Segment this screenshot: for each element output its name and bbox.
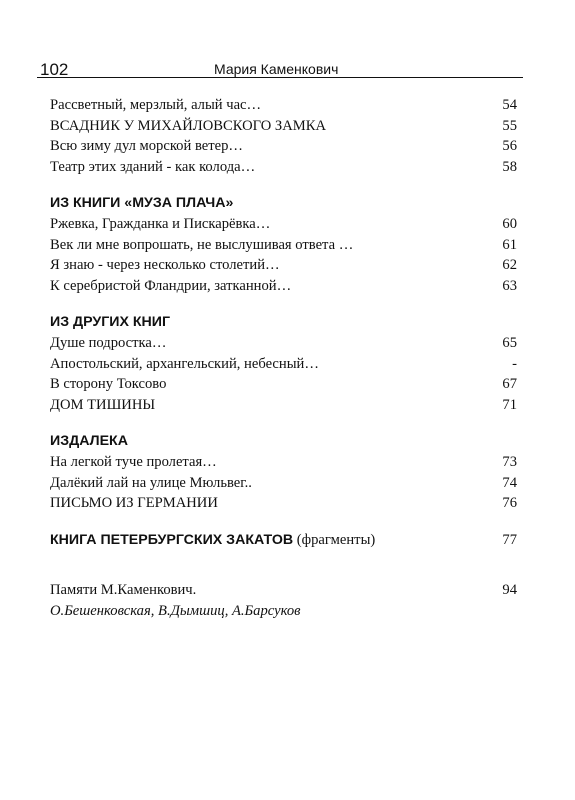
toc-entry bbox=[50, 136, 517, 157]
toc-entry bbox=[50, 452, 517, 473]
toc-entry bbox=[50, 473, 517, 494]
toc-entry-page: 65 bbox=[502, 334, 517, 351]
section-heading: КНИГА ПЕТЕРБУРГСКИХ ЗАКАТОВ bbox=[50, 531, 294, 548]
page-header bbox=[40, 58, 522, 78]
toc-entry-page: 76 bbox=[502, 495, 517, 512]
toc-entry bbox=[50, 374, 517, 395]
toc-entry-section bbox=[50, 530, 517, 551]
table-of-contents bbox=[50, 95, 517, 621]
toc-entry-title: ВСАДНИК У МИХАЙЛОВСКОГО ЗАМКА bbox=[50, 117, 326, 134]
toc-entry-page: 94 bbox=[502, 582, 517, 599]
header-rule bbox=[37, 77, 523, 78]
toc-entry-title: ПИСЬМО ИЗ ГЕРМАНИИ bbox=[50, 495, 218, 512]
toc-entry-page: 61 bbox=[502, 236, 517, 253]
toc-entry-title: Ржевка, Гражданка и Пискарёвка… bbox=[50, 215, 271, 232]
toc-entry-page: 71 bbox=[502, 396, 517, 413]
toc-entry bbox=[50, 580, 517, 601]
toc-entry-title: Театр этих зданий - как колода… bbox=[50, 158, 256, 175]
toc-entry-title: К серебристой Фландрии, затканной… bbox=[50, 277, 292, 294]
toc-entry-title: Апостольский, архангельский, небесный… bbox=[50, 355, 319, 372]
toc-entry-page: 55 bbox=[502, 117, 517, 134]
toc-entry-page: 74 bbox=[502, 474, 517, 491]
toc-entry-title: Я знаю - через несколько столетий… bbox=[50, 257, 280, 274]
toc-entry bbox=[50, 255, 517, 276]
toc-entry bbox=[50, 235, 517, 256]
toc-entry-title: В сторону Токсово bbox=[50, 376, 167, 393]
toc-entry bbox=[50, 395, 517, 416]
toc-entry-page: 60 bbox=[502, 215, 517, 232]
toc-entry-title: Душе подростка… bbox=[50, 334, 167, 351]
toc-entry-page: 56 bbox=[502, 138, 517, 155]
toc-entry-title: На легкой туче пролетая… bbox=[50, 453, 217, 470]
toc-entry-title: Памяти М.Каменкович. bbox=[50, 582, 197, 599]
running-title: Мария Каменкович bbox=[214, 61, 339, 77]
section-note: (фрагменты) bbox=[296, 531, 376, 548]
toc-entry bbox=[50, 95, 517, 116]
toc-entry bbox=[50, 214, 517, 235]
toc-entry bbox=[50, 276, 517, 297]
toc-entry-page: 58 bbox=[502, 158, 517, 175]
toc-entry-page: 63 bbox=[502, 277, 517, 294]
toc-entry-title: Всю зиму дул морской ветер… bbox=[50, 138, 243, 155]
toc-entry-page: 73 bbox=[502, 453, 517, 470]
toc-entry-page: 62 bbox=[502, 257, 517, 274]
toc-entry-title: Далёкий лай на улице Мюльвег.. bbox=[50, 474, 252, 491]
toc-entry-title: ДОМ ТИШИНЫ bbox=[50, 396, 156, 413]
section-heading: ИЗДАЛЕКА bbox=[50, 433, 128, 450]
toc-entry-page: 67 bbox=[502, 376, 517, 393]
memorial-authors: О.Бешенковская, В.Дымшиц, А.Барсуков bbox=[50, 602, 301, 619]
toc-entry-page: 54 bbox=[502, 97, 517, 113]
toc-entry-title: Рассветный, мерзлый, алый час… bbox=[50, 97, 262, 113]
toc-entry-title: Век ли мне вопрошать, не выслушивая ответа … bbox=[50, 236, 354, 253]
toc-entry bbox=[50, 333, 517, 354]
section-heading: ИЗ ДРУГИХ КНИГ bbox=[50, 314, 171, 331]
toc-entry bbox=[50, 493, 517, 514]
toc-entry bbox=[50, 354, 517, 375]
toc-entry-page: - bbox=[512, 355, 517, 372]
toc-entry-page: 77 bbox=[502, 531, 517, 548]
page-number: 102 bbox=[40, 60, 69, 79]
toc-entry bbox=[50, 157, 517, 178]
toc-entry bbox=[50, 116, 517, 137]
section-heading: ИЗ КНИГИ «МУЗА ПЛАЧА» bbox=[50, 195, 234, 212]
